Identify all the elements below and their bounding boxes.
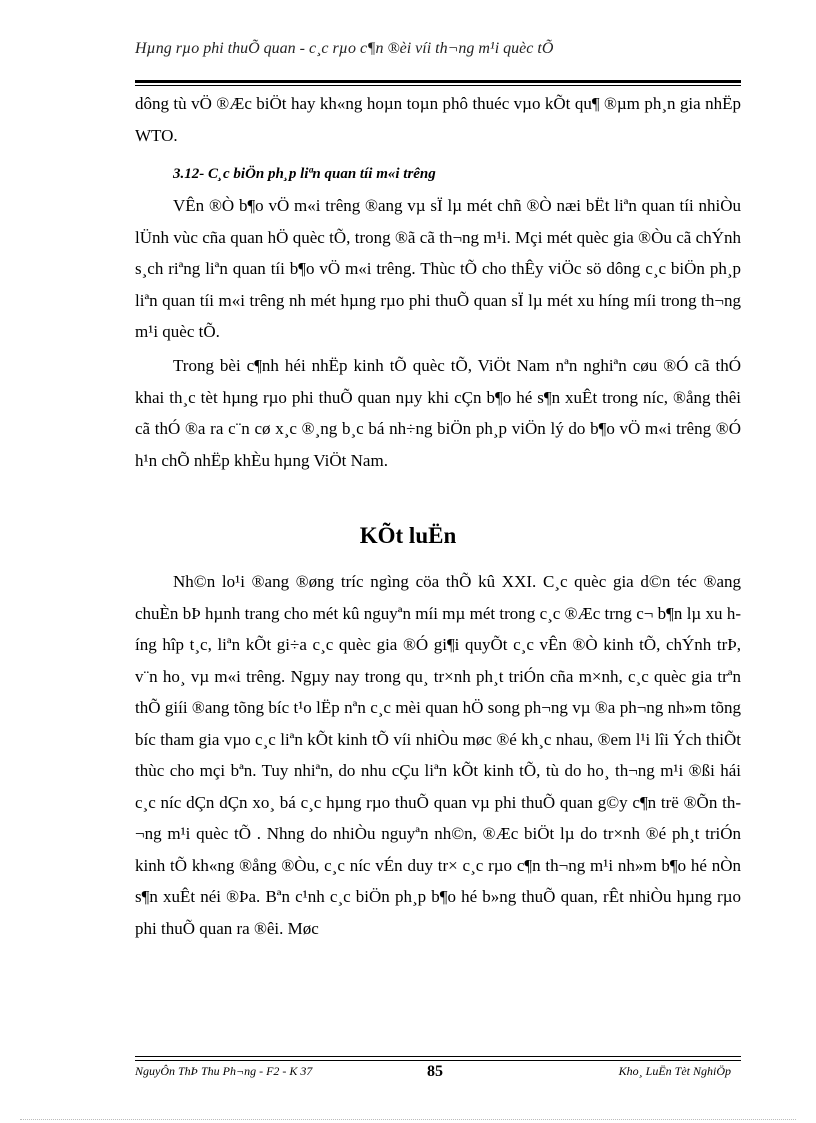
page-number: 85 — [427, 1063, 443, 1080]
footer-doc-type: Kho¸ LuËn Tèt NghiÖp — [618, 1064, 731, 1078]
page-bottom-border — [20, 1119, 796, 1120]
paragraph-continuation: dông tù vÖ ®Æc biÖt hay kh«ng hoµn toµn phô thuéc vµo kÕt qu¶ ®µm ph¸n gia nhËp WTO. — [135, 94, 741, 145]
header-rule-thin — [135, 85, 741, 86]
footer-author: NguyÔn ThÞ Thu Ph¬ng - F2 - K 37 — [135, 1064, 313, 1078]
paragraph-conclusion: Nh©n lo¹i ®ang ®øng tríc ngìng cöa thÕ kû XXI. C¸c quèc gia d©n téc ®ang chuÈn bÞ hµnh trang cho mét kû nguyªn míi mµ mét trong c¸c ®Æc trng c¬ b¶n lµ xu híng hîp t¸c, liªn kÕt gi÷a c¸c quèc gia ®Ó gi¶i quyÕt c¸c vÊn ®Ò kinh tÕ, chÝnh trÞ, v¨n ho¸ vµ m«i trêng. Ngµy nay trong qu¸ tr×nh ph¸t triÓn cña m×nh, c¸c quèc gia trªn thÕ giíi ®ang tõng bíc t¹o lËp nªn c¸c mèi quan hÖ song ph¬ng vµ ®a ph¬ng nh»m tõng bíc tham gia vµo c¸c liªn kÕt kinh tÕ víi nhiÒu møc ®é kh¸c nhau, ®em l¹i lîi Ých thiÕt thùc cho mçi bªn. Tuy nhiªn, do nhu cÇu liªn kÕt kinh tÕ, tù do ho¸ th¬ng m¹i ®ßi hái c¸c níc dÇn dÇn xo¸ bá c¸c hµng rµo thuÕ quan vµ phi thuÕ quan g©y c¶n trë ®Õn th¬ng m¹i quèc tÕ . Nhng do nhiÒu nguyªn nh©n, ®Æc biÖt lµ do tr×nh ®é ph¸t triÓn kinh tÕ kh«ng ®ång ®Òu, c¸c níc vÉn duy tr× c¸c rµo c¶n th¬ng m¹i nh»m b¶o hé nÒn s¶n xuÊt néi ®Þa. Bªn c¹nh c¸c biÖn ph¸p b¶o hé b»ng thuÕ quan, rÊt nhiÒu hµng rµo phi thuÕ quan ra ®êi. Møc — [135, 572, 741, 938]
conclusion-heading: KÕt luËn — [359, 523, 457, 548]
header-rule-thick — [135, 80, 741, 83]
running-header: Hµng rµo phi thuÕ quan - c¸c rµo c¶n ®èi víi th¬ng m¹i quèc tÕ — [135, 40, 554, 57]
paragraph-vietnam: Trong bèi c¶nh héi nhËp kinh tÕ quèc tÕ, ViÖt Nam nªn nghiªn cøu ®Ó cã thÓ khai th¸c tèt hµng rµo phi thuÕ quan nµy khi cÇn b¶o hé s¶n xuÊt trong níc, ®ång thêi cã thÓ ®a ra c¨n cø x¸c ®¸ng b¸c bá nh÷ng biÖn ph¸p viÖn lý do b¶o vÖ m«i trêng ®Ó h¹n chÕ nhËp khÈu hµng ViÖt Nam. — [135, 356, 741, 470]
footer-rule-bottom — [135, 1060, 741, 1061]
footer-rule-top — [135, 1056, 741, 1057]
section-heading: 3.12- C¸c biÖn ph¸p liªn quan tíi m«i trêng — [173, 166, 436, 182]
paragraph-environment: VÊn ®Ò b¶o vÖ m«i trêng ®ang vµ sÏ lµ mét chñ ®Ò næi bËt liªn quan tíi nhiÒu lÜnh vùc cña quan hÖ quèc tÕ, trong ®ã cã th¬ng m¹i. Mçi mét quèc gia ®Òu cã chÝnh s¸ch riªng liªn quan tíi b¶o vÖ m«i trêng. Thùc tÕ cho thÊy viÖc sö dông c¸c biÖn ph¸p liªn quan tíi m«i trêng nh mét hµng rµo phi thuÕ quan sÏ lµ mét xu híng míi trong th¬ng m¹i quèc tÕ. — [135, 196, 741, 341]
